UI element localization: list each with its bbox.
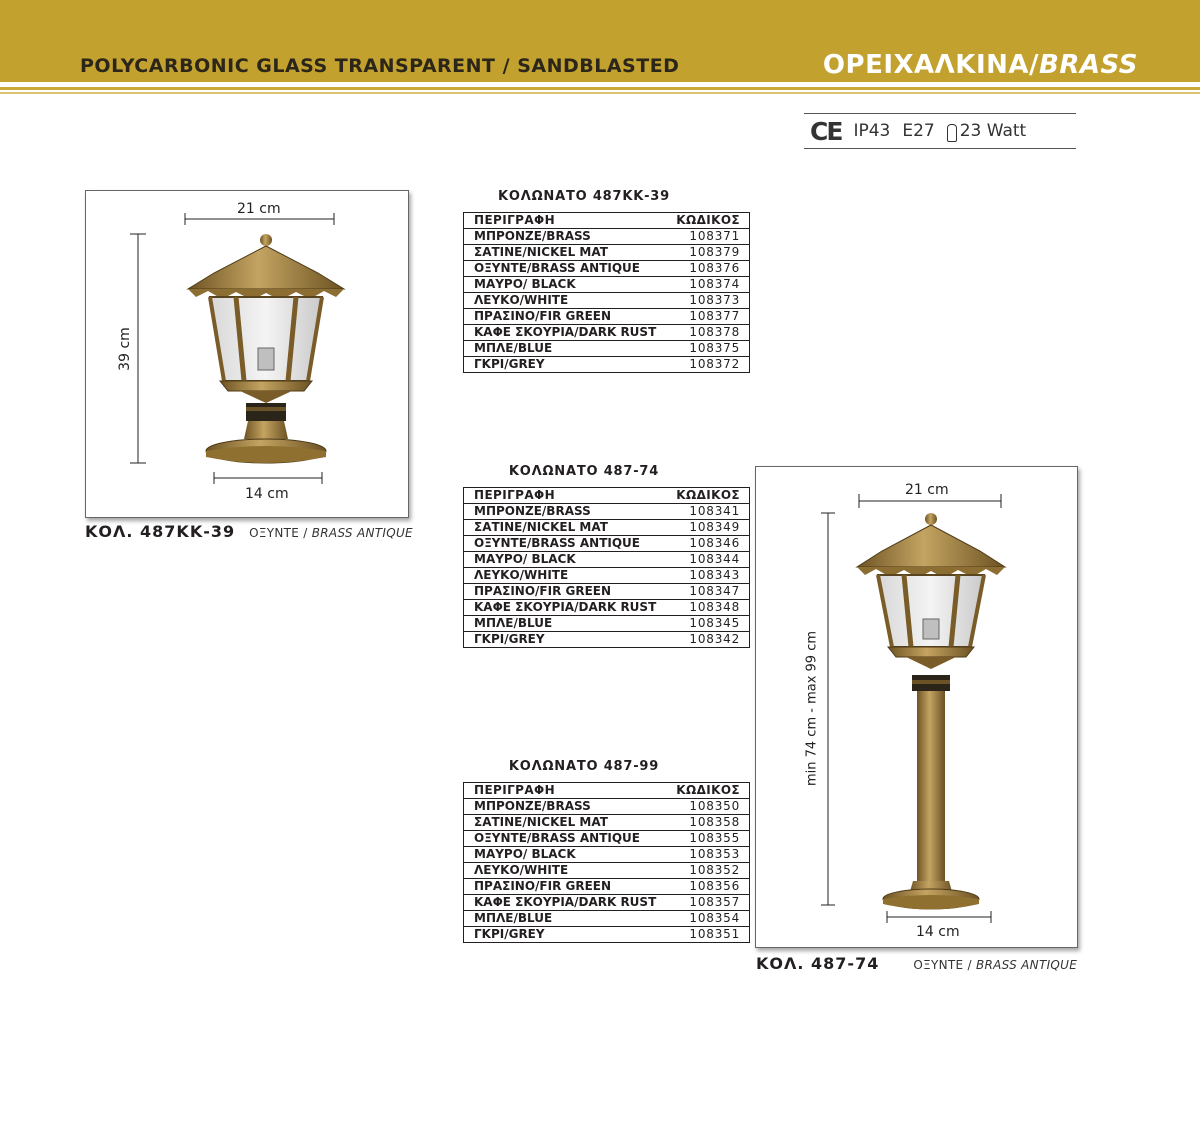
product-code-value: 108379 [666,245,749,261]
product-code-value: 108344 [666,552,749,568]
table-row [464,815,750,831]
finish-description: ΛΕΥΚΟ/WHITE [464,293,667,309]
table-row [464,847,750,863]
product-code-value: 108375 [666,341,749,357]
product-code-value: 108346 [666,536,749,552]
dim-base-label: 14 cm [245,486,289,502]
product-code-value: 108353 [666,847,749,863]
product-code-table [463,212,750,373]
header-title [823,50,1138,80]
product-code-value: 108357 [666,895,749,911]
header-description: ΠΕΡΙΓΡΑΦΗ [464,783,667,799]
finish-description: ΚΑΦΕ ΣΚΟΥΡΙΑ/DARK RUST [464,895,667,911]
finish-description: ΠΡΑΣΙΝΟ/FIR GREEN [464,879,667,895]
product-code-value: 108349 [666,520,749,536]
product-code-table [463,487,750,648]
finish-description: ΜΑΥΡΟ/ BLACK [464,277,667,293]
finish-description: ΓΚΡΙ/GREY [474,632,545,646]
finish-description: ΜΠΛΕ/BLUE [464,616,667,632]
finish-description: ΛΕΥΚΟ/WHITE [464,568,667,584]
finish-description: ΣΑΤΙΝΕ/NICKEL MAT [464,520,667,536]
finish-description: ΟΞΥΝΤΕ/BRASS ANTIQUE [464,536,667,552]
finish-description: ΓΚΡΙ/GREY [474,927,545,941]
dim-width-label: 21 cm [905,482,949,498]
table-row [464,309,750,325]
power-rating: 23 Watt [959,121,1027,141]
table-header-row [464,213,750,229]
finish-english: BRASS ANTIQUE [311,526,413,540]
ip-rating: IP43 [853,121,891,141]
product-code-value: 108352 [666,863,749,879]
product-photo-frame-tall [755,466,1078,948]
table-title: ΚΟΛΩΝΑΤΟ 487ΚΚ-39 [498,189,670,204]
product-finish [249,526,413,540]
finish-description: ΓΚΡΙ/GREY [474,357,545,371]
finish-greek: ΟΞΥΝΤΕ / [913,958,976,972]
table-row [464,616,750,632]
header-code: ΚΩΔΙΚΟΣ [666,488,749,504]
finish-description: ΜΠΡΟΝΖΕ/BRASS [464,229,667,245]
table-row [464,927,750,943]
table-row [464,895,750,911]
product-code-value: 108355 [666,831,749,847]
header-title-em: BRASS [1039,50,1138,80]
product-code-value: 108348 [666,600,749,616]
table-row [464,584,750,600]
product-finish [913,958,1077,972]
table-header-row [464,783,750,799]
header-band [0,0,1200,82]
finish-description: ΚΑΦΕ ΣΚΟΥΡΙΑ/DARK RUST [464,325,667,341]
dim-height-label: 39 cm [117,327,133,371]
product-code-value: 108347 [666,584,749,600]
header-rule-thin [0,92,1200,94]
table-row [464,552,750,568]
table-row [464,504,750,520]
finish-description: ΠΡΑΣΙΝΟ/FIR GREEN [464,309,667,325]
dim-height-label: min 74 cm - max 99 cm [804,630,820,787]
header-code: ΚΩΔΙΚΟΣ [666,213,749,229]
table-title: ΚΟΛΩΝΑΤΟ 487-74 [508,464,660,479]
finish-description: ΜΑΥΡΟ/ BLACK [464,552,667,568]
product-code-value: 108371 [666,229,749,245]
table-row [464,325,750,341]
table-row [464,911,750,927]
header-description: ΠΕΡΙΓΡΑΦΗ [464,488,667,504]
lamp-short-illustration [86,191,408,517]
product-code-value: 108354 [666,911,749,927]
finish-description: ΜΠΛΕ/BLUE [464,341,667,357]
bulb-icon [947,124,957,142]
product-code-value: 108373 [666,293,749,309]
table-row [464,520,750,536]
dim-width-label: 21 cm [237,201,281,217]
table-row [464,277,750,293]
table-row [464,600,750,616]
product-code: ΚΟΛ. 487ΚΚ-39 [85,522,236,541]
product-code: ΚΟΛ. 487-74 [756,954,880,973]
table-row [464,831,750,847]
finish-description: ΚΑΦΕ ΣΚΟΥΡΙΑ/DARK RUST [464,600,667,616]
spec-strip [804,113,1076,149]
finish-greek: ΟΞΥΝΤΕ / [249,526,312,540]
finish-description: ΠΡΑΣΙΝΟ/FIR GREEN [464,584,667,600]
product-code-value: 108376 [666,261,749,277]
finish-description: ΣΑΤΙΝΕ/NICKEL MAT [464,245,667,261]
product-code-value: 108341 [666,504,749,520]
product-code-table [463,782,750,943]
table-row [464,632,750,648]
table-row [464,261,750,277]
table-title: ΚΟΛΩΝΑΤΟ 487-99 [508,759,660,774]
product-code-value: 108345 [666,616,749,632]
header-description: ΠΕΡΙΓΡΑΦΗ [464,213,667,229]
table-row [464,293,750,309]
product-caption [85,522,413,541]
table-row [464,245,750,261]
product-code-value: 108351 [689,927,741,941]
finish-description: ΜΑΥΡΟ/ BLACK [464,847,667,863]
product-code-value: 108377 [666,309,749,325]
table-row [464,357,750,373]
finish-description: ΣΑΤΙΝΕ/NICKEL MAT [464,815,667,831]
table-row [464,568,750,584]
product-code-value: 108342 [689,632,741,646]
finish-description: ΜΠΛΕ/BLUE [464,911,667,927]
table-header-row [464,488,750,504]
product-code-value: 108374 [666,277,749,293]
header-code: ΚΩΔΙΚΟΣ [666,783,749,799]
header-rule [0,87,1200,90]
product-code-value: 108350 [666,799,749,815]
finish-description: ΜΠΡΟΝΖΕ/BRASS [464,504,667,520]
header-title-main: ΟΡΕΙΧΑΛΚΙΝΑ/ [822,50,1040,80]
finish-description: ΟΞΥΝΤΕ/BRASS ANTIQUE [464,261,667,277]
product-code-value: 108358 [666,815,749,831]
table-row [464,799,750,815]
table-row [464,536,750,552]
header-subtitle: POLYCARBONIC GLASS TRANSPARENT / SANDBLASTED [80,55,680,77]
table-row [464,863,750,879]
product-code-value: 108356 [666,879,749,895]
finish-description: ΛΕΥΚΟ/WHITE [464,863,667,879]
socket-type: E27 [902,121,935,141]
finish-description: ΟΞΥΝΤΕ/BRASS ANTIQUE [464,831,667,847]
product-code-value: 108343 [666,568,749,584]
table-row [464,229,750,245]
ce-mark-icon: CE [810,116,842,146]
finish-description: ΜΠΡΟΝΖΕ/BRASS [464,799,667,815]
table-row [464,879,750,895]
finish-english: BRASS ANTIQUE [975,958,1078,972]
dim-base-label: 14 cm [916,924,960,940]
table-row [464,341,750,357]
product-code-value: 108372 [689,357,741,371]
product-code-value: 108378 [666,325,749,341]
product-caption-tall [756,954,1077,973]
product-photo-frame [85,190,409,518]
